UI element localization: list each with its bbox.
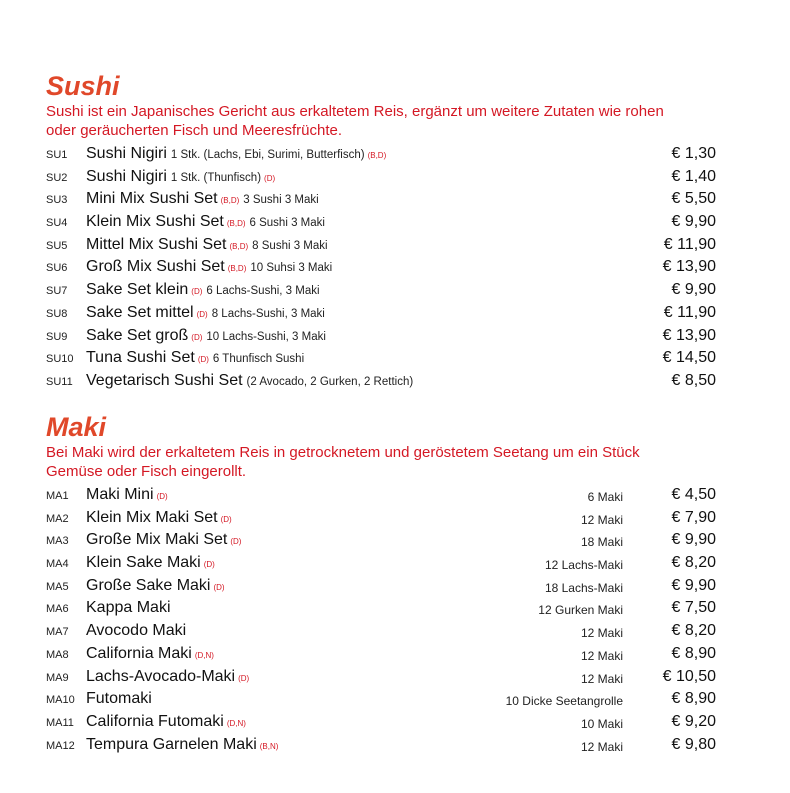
item-allergen: (D): [238, 673, 250, 683]
item-allergen: (D): [230, 537, 242, 547]
item-code: MA8: [46, 648, 69, 661]
menu-item-row: [46, 509, 726, 532]
item-name: Tempura Garnelen Maki: [86, 735, 257, 753]
item-price: € 9,20: [671, 712, 716, 730]
item-allergen: (B,D): [227, 264, 247, 274]
item-quantity: 18 Maki: [580, 535, 623, 550]
item-name: Lachs-Avocado-Maki: [86, 667, 236, 685]
menu-item-row: [46, 645, 726, 668]
item-quantity: 12 Maki: [580, 739, 623, 754]
item-name: Sushi Nigiri: [86, 145, 167, 162]
item-code: MA12: [46, 739, 75, 752]
item-price: € 5,50: [671, 190, 716, 208]
item-allergen: (D): [191, 287, 203, 297]
item-price: € 4,50: [671, 486, 716, 503]
item-price: € 7,90: [671, 508, 716, 526]
menu-item-row: [46, 213, 726, 236]
item-name: Große Mix Maki Set: [86, 531, 228, 549]
item-allergen: (B,D): [367, 151, 387, 160]
item-code: MA5: [46, 580, 69, 593]
item-name: California Maki: [86, 644, 192, 662]
item-price: € 9,80: [671, 735, 716, 753]
item-code: MA11: [46, 716, 74, 729]
menu-item-row: [46, 736, 726, 759]
item-price: € 9,90: [671, 576, 716, 594]
item-name: Sake Set groß: [86, 326, 189, 344]
item-name: Große Sake Maki: [86, 576, 211, 594]
sushi-title: Sushi: [46, 71, 120, 101]
item-detail: 6 Sushi 3 Maki: [249, 217, 325, 230]
sushi-description: Sushi ist ein Japanisches Gericht aus erkaltetem Reis, ergänzt um weitere Zutaten wie rohen oder geräucherten Fisch und Meeresfrüchte.: [46, 103, 664, 139]
item-price: € 11,90: [663, 235, 716, 253]
item-quantity: 12 Maki: [580, 626, 623, 641]
item-allergen: (D,N): [194, 650, 214, 660]
sushi-list: [46, 145, 726, 395]
item-name: Mittel Mix Sushi Set: [86, 235, 227, 253]
item-name: Klein Sake Maki: [86, 554, 201, 572]
item-allergen: (D): [196, 309, 208, 319]
item-quantity: 10 Dicke Seetangrolle: [505, 694, 623, 709]
item-code: SU9: [46, 330, 68, 343]
item-allergen: (D): [197, 355, 209, 365]
item-quantity: 18 Lachs-Maki: [544, 580, 623, 595]
item-name: Sake Set klein: [86, 281, 189, 299]
item-allergen: (B,D): [229, 241, 249, 251]
item-code: SU6: [46, 262, 68, 275]
item-allergen: (D): [156, 492, 168, 501]
item-detail: 8 Lachs-Sushi, 3 Maki: [211, 307, 325, 320]
menu-item-row: [46, 554, 726, 577]
item-name: Futomaki: [86, 690, 152, 708]
item-name: Avocodo Maki: [86, 622, 187, 640]
menu-item-row: [46, 668, 726, 691]
menu-item-row: [46, 236, 726, 259]
item-allergen: (D,N): [226, 718, 246, 728]
menu-item-row: [46, 690, 726, 713]
menu-item-row: [46, 599, 726, 622]
item-price: € 9,90: [671, 531, 716, 549]
item-name: Mini Mix Sushi Set: [86, 190, 218, 208]
menu-item-row: [46, 327, 726, 350]
item-price: € 13,90: [662, 326, 716, 344]
menu-item-row: [46, 577, 726, 600]
menu-item-row: [46, 486, 726, 509]
menu-item-row: [46, 168, 726, 191]
maki-title: Maki: [46, 412, 107, 442]
menu-item-row: [46, 713, 726, 736]
item-quantity: 12 Maki: [580, 512, 623, 527]
item-price: € 13,90: [662, 258, 716, 276]
item-code: SU4: [46, 217, 68, 230]
maki-description: Bei Maki wird der erkaltetem Reis in getrocknetem und geröstetem Seetang um ein Stück Gemüse oder Fisch eingerollt.: [46, 444, 640, 480]
item-price: € 10,50: [662, 667, 716, 685]
menu-item-row: [46, 349, 726, 372]
item-code: MA9: [46, 671, 69, 684]
item-price: € 8,90: [671, 644, 716, 662]
item-detail: 6 Lachs-Sushi, 3 Maki: [206, 285, 320, 298]
item-code: MA1: [46, 490, 69, 502]
item-code: SU8: [46, 307, 68, 320]
item-name: Sushi Nigiri: [86, 167, 167, 185]
item-allergen: (D): [220, 514, 232, 524]
item-price: € 11,90: [663, 303, 716, 321]
menu-item-row: [46, 622, 726, 645]
item-name: California Futomaki: [86, 712, 224, 730]
item-price: € 9,90: [671, 281, 716, 299]
item-name: Vegetarisch Sushi Set: [86, 371, 243, 389]
item-code: MA6: [46, 603, 69, 616]
item-code: SU1: [46, 149, 68, 161]
item-name: Tuna Sushi Set: [86, 349, 195, 367]
item-quantity: 12 Maki: [580, 648, 623, 663]
item-detail: 1 Stk. (Thunfisch): [170, 171, 262, 184]
menu-item-row: [46, 145, 726, 168]
item-price: € 8,20: [671, 622, 716, 640]
menu-item-row: [46, 304, 726, 327]
item-allergen: (D): [191, 332, 203, 342]
maki-section: [46, 413, 726, 758]
item-code: MA3: [46, 535, 69, 548]
item-detail: 8 Sushi 3 Maki: [252, 239, 328, 252]
item-allergen: (B,D): [226, 219, 246, 229]
menu-item-row: [46, 281, 726, 304]
sushi-section: [46, 72, 726, 395]
item-price: € 7,50: [671, 599, 716, 617]
item-code: MA7: [46, 626, 69, 639]
item-price: € 1,30: [671, 145, 716, 162]
menu-item-row: [46, 372, 726, 395]
item-price: € 8,50: [671, 371, 716, 389]
item-allergen: (B,N): [259, 741, 279, 751]
item-code: MA10: [46, 694, 75, 707]
item-code: SU10: [46, 353, 74, 366]
menu-item-row: [46, 258, 726, 281]
item-code: SU11: [46, 375, 73, 388]
item-allergen: (D): [203, 560, 215, 570]
item-code: SU3: [46, 194, 68, 207]
item-quantity: 6 Maki: [587, 490, 623, 504]
item-detail: (2 Avocado, 2 Gurken, 2 Rettich): [246, 375, 414, 388]
item-quantity: 12 Gurken Maki: [538, 603, 623, 618]
maki-list: [46, 486, 726, 758]
item-allergen: (D): [213, 582, 225, 592]
menu-item-row: [46, 190, 726, 213]
menu-item-row: [46, 531, 726, 554]
item-price: € 8,20: [671, 554, 716, 572]
item-detail: 3 Sushi 3 Maki: [243, 194, 319, 207]
item-name: Maki Mini: [86, 486, 154, 503]
item-code: MA4: [46, 558, 69, 571]
item-price: € 8,90: [671, 690, 716, 708]
item-quantity: 12 Maki: [580, 671, 623, 686]
item-price: € 1,40: [671, 167, 716, 185]
item-code: SU2: [46, 171, 68, 184]
item-price: € 9,90: [671, 213, 716, 231]
item-allergen: (D): [264, 173, 276, 183]
item-name: Sake Set mittel: [86, 303, 194, 321]
item-code: SU5: [46, 239, 68, 252]
item-price: € 14,50: [662, 349, 716, 367]
item-detail: 10 Suhsi 3 Maki: [250, 262, 333, 275]
item-code: MA2: [46, 512, 69, 525]
item-detail: 10 Lachs-Sushi, 3 Maki: [206, 330, 326, 343]
item-quantity: 12 Lachs-Maki: [544, 558, 623, 573]
item-quantity: 10 Maki: [580, 716, 623, 731]
item-detail: 1 Stk. (Lachs, Ebi, Surimi, Butterfisch): [170, 149, 365, 161]
item-allergen: (B,D): [220, 196, 240, 206]
item-name: Klein Mix Maki Set: [86, 508, 218, 526]
item-name: Klein Mix Sushi Set: [86, 213, 224, 231]
item-name: Groß Mix Sushi Set: [86, 258, 225, 276]
item-name: Kappa Maki: [86, 599, 171, 617]
item-code: SU7: [46, 285, 68, 298]
item-detail: 6 Thunfisch Sushi: [212, 353, 305, 366]
